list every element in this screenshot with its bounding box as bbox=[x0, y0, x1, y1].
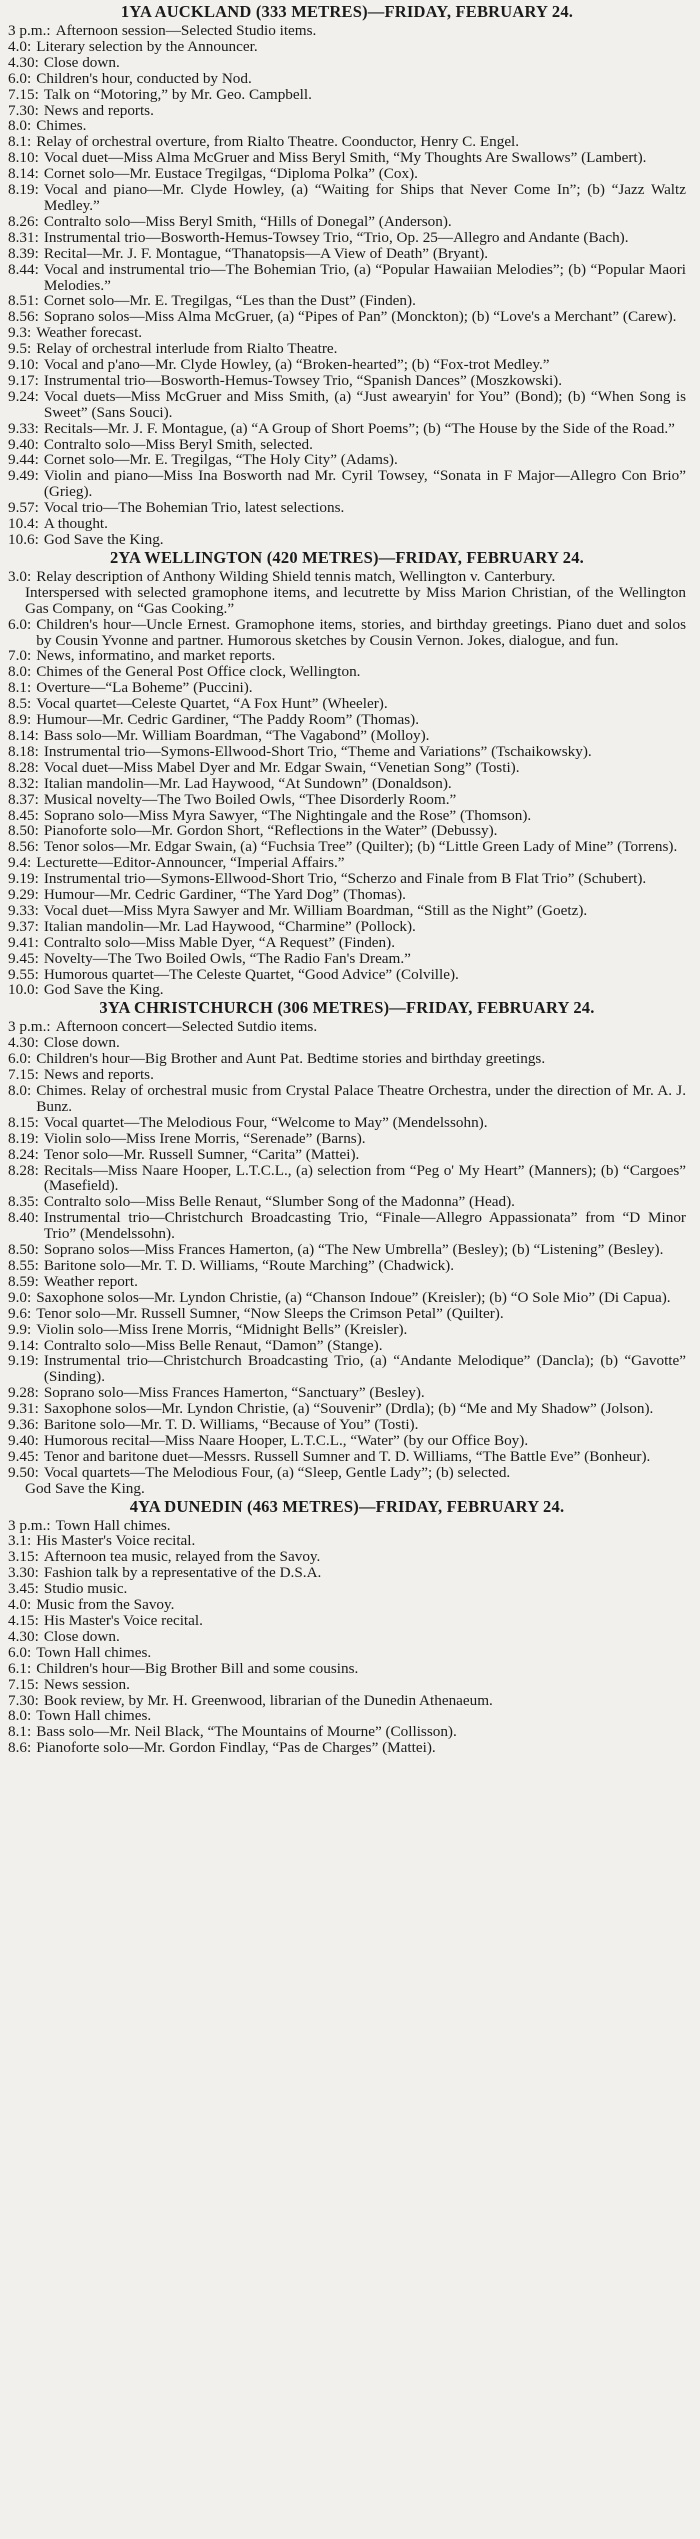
programme-item bbox=[8, 1449, 686, 1465]
programme-time: 8.59: bbox=[8, 1272, 39, 1290]
programme-time: 6.0: bbox=[8, 69, 32, 87]
programme-item bbox=[8, 1035, 686, 1051]
programme-time: 8.50: bbox=[8, 822, 39, 840]
station-heading: 1YA AUCKLAND (333 METRES)—FRIDAY, FEBRUARY 24. bbox=[120, 2, 574, 21]
programme-time: 9.29: bbox=[8, 886, 39, 904]
programme-time: 3.45: bbox=[8, 1580, 39, 1598]
programme-item bbox=[8, 808, 686, 824]
programme-description: News and reports. bbox=[43, 101, 154, 119]
programme-time: 10.0: bbox=[8, 981, 39, 999]
programme-time: 8.31: bbox=[8, 228, 39, 246]
programme-time: 8.0: bbox=[8, 117, 32, 135]
programme-description: Talk on “Motoring,” by Mr. Geo. Campbell. bbox=[43, 85, 312, 103]
programme-item bbox=[8, 680, 686, 696]
programme-description: Contralto solo—Miss Beryl Smith, selected. bbox=[43, 435, 313, 453]
programme-description: Afternoon tea music, relayed from the Savoy. bbox=[43, 1548, 321, 1566]
programme-description: Instrumental trio—Symons-Ellwood-Short Trio, “Scherzo and Finale from B Flat Trio” (Schubert). bbox=[43, 870, 647, 888]
programme-description: Soprano solo—Miss Frances Hamerton, “Sanctuary” (Besley). bbox=[43, 1384, 425, 1402]
programme-description: Studio music. bbox=[43, 1580, 128, 1598]
programme-time: 9.45: bbox=[8, 949, 39, 967]
programme-item bbox=[8, 373, 686, 389]
programme-item bbox=[8, 1693, 686, 1709]
programme-description: Children's hour—Uncle Ernest. Gramophone items, stories, and birthday greetings. Piano duet and solos by Cousin Yvonne and partner. Humorous sketches by Cousin Vernon. Jokes, dialogue, and fun. bbox=[36, 615, 686, 649]
programme-item bbox=[8, 935, 686, 951]
programme-description: News, informatino, and market reports. bbox=[36, 647, 276, 665]
programme-item bbox=[8, 982, 686, 998]
programme-item bbox=[8, 134, 686, 150]
programme-item bbox=[8, 150, 686, 166]
programme-item bbox=[8, 246, 686, 262]
programme-description: Recital—Mr. J. F. Montague, “Thanatopsis—A View of Death” (Bryant). bbox=[43, 244, 489, 262]
programme-item bbox=[8, 696, 686, 712]
programme-time: 8.10: bbox=[8, 149, 39, 167]
programme-item bbox=[8, 1338, 686, 1354]
programme-item bbox=[8, 1306, 686, 1322]
programme-time: 8.32: bbox=[8, 774, 39, 792]
programme-item bbox=[8, 855, 686, 871]
programme-time: 4.15: bbox=[8, 1612, 39, 1629]
programme-description: Children's hour, conducted by Nod. bbox=[36, 69, 252, 87]
programme-item bbox=[8, 951, 686, 967]
programme-description: Relay of orchestral interlude from Rialto Theatre. bbox=[36, 340, 338, 358]
programme-description: Violin and piano—Miss Ina Bosworth nad Mr. Cyril Towsey, “Sonata in F Major—Allegro Con Brio” (Grieg). bbox=[43, 467, 686, 501]
programme-time: 9.33: bbox=[8, 419, 39, 437]
programme-description: God Save the King. bbox=[43, 981, 164, 999]
programme-description: Afternoon concert—Selected Sutdio items. bbox=[55, 1018, 318, 1036]
programme-description: Contralto solo—Miss Mable Dyer, “A Request” (Finden). bbox=[43, 933, 395, 951]
programme-time: 9.0: bbox=[8, 1288, 32, 1306]
programme-item bbox=[8, 776, 686, 792]
programme-item bbox=[8, 1549, 686, 1565]
programme-time: 7.0: bbox=[8, 647, 32, 665]
programme-item bbox=[8, 293, 686, 309]
programme-time: 9.50: bbox=[8, 1463, 39, 1481]
station-section bbox=[8, 2, 686, 548]
programme-description: Recitals—Miss Naare Hooper, L.T.C.L., (a) selection from “Peg o' My Heart” (Manners); (b) “Cargoes” (Masefield). bbox=[43, 1161, 686, 1195]
programme-item bbox=[8, 648, 686, 664]
programme-time: 9.4: bbox=[8, 854, 32, 872]
programme-time: 9.36: bbox=[8, 1416, 39, 1434]
programme-time: 8.1: bbox=[8, 133, 32, 151]
station-heading: 2YA WELLINGTON (420 METRES)—FRIDAY, FEBRUARY 24. bbox=[109, 547, 584, 567]
programme-description: Novelty—The Two Boiled Owls, “The Radio Fan's Dream.” bbox=[43, 949, 411, 967]
programme-description: Music from the Savoy. bbox=[36, 1596, 175, 1614]
programme-time: 7.15: bbox=[8, 1675, 39, 1693]
programme-description: Children's hour—Big Brother and Aunt Pat. Bedtime stories and birthday greetings. bbox=[36, 1050, 546, 1068]
programme-item bbox=[8, 1353, 686, 1385]
programme-item bbox=[8, 1417, 686, 1433]
programme-time: 9.24: bbox=[8, 387, 39, 405]
programme-time: 8.51: bbox=[8, 292, 39, 310]
station-section bbox=[8, 1497, 686, 1757]
programme-description: Cornet solo—Mr. E. Tregilgas, “Les than the Dust” (Finden). bbox=[43, 292, 416, 310]
programme-time: 8.26: bbox=[8, 212, 39, 230]
programme-item bbox=[8, 309, 686, 325]
programme-description: Contralto solo—Miss Beryl Smith, “Hills of Donegal” (Anderson). bbox=[43, 212, 452, 230]
programme-time: 7.30: bbox=[8, 101, 39, 119]
programme-item bbox=[8, 1677, 686, 1693]
programme-time: 8.28: bbox=[8, 758, 39, 776]
programme-item bbox=[8, 166, 686, 182]
programme-time: 9.31: bbox=[8, 1400, 39, 1418]
programme-description: Vocal quartet—The Melodious Four, “Welcome to May” (Mendelssohn). bbox=[43, 1113, 488, 1131]
programme-description: Humour—Mr. Cedric Gardiner, “The Yard Dog” (Thomas). bbox=[43, 886, 406, 904]
programme-time: 8.1: bbox=[8, 679, 32, 697]
programme-description: Chimes. Relay of orchestral music from Crystal Palace Theatre Orchestra, under the direction of Mr. A. J. Bunz. bbox=[36, 1082, 686, 1115]
programme-item bbox=[8, 1131, 686, 1147]
programme-time: 8.55: bbox=[8, 1256, 39, 1274]
programme-description: Chimes of the General Post Office clock, Wellington. bbox=[36, 663, 361, 681]
programme-item bbox=[8, 357, 686, 373]
programme-description: Soprano solos—Miss Frances Hamerton, (a) “The New Umbrella” (Besley); (b) “Listening” (Besley). bbox=[43, 1241, 664, 1259]
programme-description: Town Hall chimes. bbox=[36, 1643, 152, 1661]
programme-description: Fashion talk by a representative of the D.S.A. bbox=[43, 1564, 322, 1582]
programme-description: Relay of orchestral overture, from Rialto Theatre. Coonductor, Henry C. Engel. bbox=[36, 133, 520, 151]
programme-item bbox=[8, 919, 686, 935]
programme-time: 8.28: bbox=[8, 1161, 39, 1179]
programme-item bbox=[8, 1290, 686, 1306]
programme-item bbox=[8, 1740, 686, 1756]
programme-time: 8.37: bbox=[8, 790, 39, 808]
programme-item bbox=[8, 1115, 686, 1131]
programme-time: 8.0: bbox=[8, 1082, 32, 1099]
station-heading: 4YA DUNEDIN (463 METRES)—FRIDAY, FEBRUARY 24. bbox=[129, 1496, 565, 1516]
programme-time: 9.40: bbox=[8, 435, 39, 453]
programme-time: 8.15: bbox=[8, 1113, 39, 1131]
programme-item bbox=[8, 23, 686, 39]
programme-time: 3.15: bbox=[8, 1548, 39, 1566]
programme-time: 10.4: bbox=[8, 515, 39, 533]
programme-item bbox=[8, 712, 686, 728]
programme-description: News and reports. bbox=[43, 1066, 154, 1084]
programme-item bbox=[8, 1147, 686, 1163]
programme-description: God Save the King. bbox=[43, 531, 164, 548]
programme-description: Weather report. bbox=[43, 1272, 138, 1290]
programme-description: Saxophone solos—Mr. Lyndon Christie, (a) “Souvenir” (Drdla); (b) “Me and My Shadow” (Jolson). bbox=[43, 1400, 654, 1418]
programme-description: News session. bbox=[43, 1675, 130, 1693]
programme-item bbox=[8, 1163, 686, 1195]
programme-description: Tenor and baritone duet—Messrs. Russell Sumner and T. D. Williams, “The Battle Eve” (Bonheur). bbox=[43, 1447, 651, 1465]
programme-item bbox=[8, 325, 686, 341]
programme-item bbox=[8, 1629, 686, 1645]
programme-item bbox=[8, 1019, 686, 1035]
programme-time: 8.6: bbox=[8, 1739, 32, 1757]
programme-description: Vocal and instrumental trio—The Bohemian Trio, (a) “Popular Hawaiian Melodies”; (b) “Popular Maori Melodies.” bbox=[43, 260, 686, 294]
programme-item bbox=[8, 1433, 686, 1449]
programme-description: Vocal and p'ano—Mr. Clyde Howley, (a) “Broken-hearted”; (b) “Fox-trot Medley.” bbox=[43, 356, 550, 374]
programme-description: Humorous recital—Miss Naare Hooper, L.T.C.L., “Water” (by our Office Boy). bbox=[43, 1431, 529, 1449]
programme-item bbox=[8, 1581, 686, 1597]
programme-description: Close down. bbox=[43, 1034, 120, 1052]
programme-item bbox=[8, 744, 686, 760]
programme-description: Interspersed with selected gramophone items, and lecutrette by Miss Marion Christian, of the Wellington Gas Company, on “Gas Cooking.” bbox=[25, 583, 686, 617]
programme-time: 8.5: bbox=[8, 695, 32, 713]
programme-description: Tenor solo—Mr. Russell Sumner, “Now Sleeps the Crimson Petal” (Quilter). bbox=[36, 1304, 504, 1322]
programme-time: 8.1: bbox=[8, 1723, 32, 1741]
programme-time: 6.1: bbox=[8, 1659, 32, 1677]
programme-description: Tenor solos—Mr. Edgar Swain, (a) “Fuchsia Tree” (Quilter); (b) “Little Green Lady of Mine” (Torrens). bbox=[43, 838, 678, 856]
programme-item bbox=[8, 468, 686, 500]
programme-item bbox=[8, 214, 686, 230]
programme-time: 4.30: bbox=[8, 53, 39, 71]
station-section bbox=[8, 548, 686, 998]
programme-description: Contralto solo—Miss Belle Renaut, “Damon” (Stange). bbox=[43, 1336, 383, 1354]
programme-item bbox=[8, 182, 686, 214]
programme-item bbox=[8, 903, 686, 919]
programme-description: God Save the King. bbox=[25, 1479, 145, 1497]
programme-description: Vocal duets—Miss McGruer and Miss Smith, (a) “Just awearyin' for You” (Bond); (b) “When Song is Sweet” (Sans Souci). bbox=[43, 387, 686, 421]
programme-time: 9.40: bbox=[8, 1431, 39, 1449]
programme-time: 8.50: bbox=[8, 1241, 39, 1259]
programme-description: Pianoforte solo—Mr. Gordon Short, “Reflections in the Water” (Debussy). bbox=[43, 822, 498, 840]
programme-item bbox=[8, 532, 686, 548]
programme-description: Humour—Mr. Cedric Gardiner, “The Paddy Room” (Thomas). bbox=[36, 711, 420, 729]
programme-time: 8.44: bbox=[8, 260, 39, 278]
programme-description: Instrumental trio—Bosworth-Hemus-Towsey Trio, “Spanish Dances” (Moszkowski). bbox=[43, 371, 563, 389]
programme-time: 8.0: bbox=[8, 1707, 32, 1725]
programme-time: 9.3: bbox=[8, 324, 32, 342]
programme-item bbox=[8, 1708, 686, 1724]
programme-description: Contralto solo—Miss Belle Renaut, “Slumber Song of the Madonna” (Head). bbox=[43, 1193, 515, 1211]
programme-item bbox=[8, 967, 686, 983]
programme-description: Italian mandolin—Mr. Lad Haywood, “Charmine” (Pollock). bbox=[43, 917, 416, 935]
programme-item bbox=[8, 341, 686, 357]
programme-time: 3 p.m.: bbox=[8, 22, 51, 39]
programme-item bbox=[8, 1385, 686, 1401]
programme-time: 9.19: bbox=[8, 1352, 39, 1370]
programme-description: Children's hour—Big Brother Bill and some cousins. bbox=[36, 1659, 359, 1677]
programme-description: Violin solo—Miss Irene Morris, “Midnight Bells” (Kreisler). bbox=[36, 1320, 408, 1338]
programme-time: 8.56: bbox=[8, 308, 39, 326]
programme-item bbox=[8, 839, 686, 855]
programme-description: Cornet solo—Mr. E. Tregilgas, “The Holy City” (Adams). bbox=[43, 451, 398, 469]
programme-item bbox=[8, 1613, 686, 1629]
programme-item bbox=[8, 664, 686, 680]
programme-description: Instrumental trio—Symons-Ellwood-Short Trio, “Theme and Variations” (Tschaikowsky). bbox=[43, 742, 592, 760]
programme-description: Violin solo—Miss Irene Morris, “Serenade” (Barns). bbox=[43, 1129, 366, 1147]
programme-time: 7.15: bbox=[8, 85, 39, 103]
programme-time: 8.14: bbox=[8, 726, 39, 744]
programme-item bbox=[8, 103, 686, 119]
programme-time: 9.5: bbox=[8, 340, 32, 358]
programme-item bbox=[8, 55, 686, 71]
programme-time: 8.40: bbox=[8, 1209, 39, 1227]
programme-item bbox=[8, 516, 686, 532]
programme-time: 8.18: bbox=[8, 742, 39, 760]
programme-time: 8.39: bbox=[8, 244, 39, 262]
programme-item bbox=[8, 1083, 686, 1115]
programme-description: Vocal quartets—The Melodious Four, (a) “Sleep, Gentle Lady”; (b) selected. bbox=[43, 1463, 511, 1481]
programme-item bbox=[8, 39, 686, 55]
programme-item bbox=[8, 1067, 686, 1083]
programme-time: 9.14: bbox=[8, 1336, 39, 1354]
station-heading: 3YA CHRISTCHURCH (306 METRES)—FRIDAY, FEBRUARY 24. bbox=[99, 998, 595, 1018]
programme-time: 9.9: bbox=[8, 1320, 32, 1338]
programme-time: 9.19: bbox=[8, 870, 39, 888]
programme-time: 9.33: bbox=[8, 901, 39, 919]
programme-item bbox=[8, 1518, 686, 1534]
programme-description: Instrumental trio—Christchurch Broadcasting Trio, (a) “Andante Melodique” (Dancla); (b) “Gavotte” (Sinding). bbox=[43, 1352, 686, 1386]
programme-item bbox=[8, 452, 686, 468]
programme-time: 8.56: bbox=[8, 838, 39, 856]
programme-item bbox=[8, 1465, 686, 1481]
programme-item bbox=[8, 1051, 686, 1067]
programme-description: Vocal trio—The Bohemian Trio, latest selections. bbox=[43, 499, 345, 517]
programme-time: 9.17: bbox=[8, 371, 39, 389]
programme-time: 10.6: bbox=[8, 531, 39, 548]
programme-time: 4.30: bbox=[8, 1034, 39, 1052]
programme-description: Town Hall chimes. bbox=[36, 1707, 152, 1725]
programme-item bbox=[8, 500, 686, 516]
programme-description: Saxophone solos—Mr. Lyndon Christie, (a) “Chanson Indoue” (Kreisler); (b) “O Sole Mio” (Di Capua). bbox=[36, 1288, 671, 1306]
programme-item bbox=[8, 1242, 686, 1258]
programme-time: 4.0: bbox=[8, 37, 32, 55]
programme-description: Bass solo—Mr. William Boardman, “The Vagabond” (Molloy). bbox=[43, 726, 430, 744]
programme-item bbox=[8, 1565, 686, 1581]
programme-description: Cornet solo—Mr. Eustace Tregilgas, “Diploma Polka” (Cox). bbox=[43, 165, 418, 183]
programme-description: Instrumental trio—Bosworth-Hemus-Towsey Trio, “Trio, Op. 25—Allegro and Andante (Bach). bbox=[43, 228, 629, 246]
programme-time: 8.19: bbox=[8, 181, 39, 199]
programme-description: Humorous quartet—The Celeste Quartet, “Good Advice” (Colville). bbox=[43, 965, 459, 983]
programme-item bbox=[8, 1724, 686, 1740]
programme-item bbox=[8, 569, 686, 585]
programme-item bbox=[8, 728, 686, 744]
programme-time: 9.57: bbox=[8, 499, 39, 517]
programme-time: 9.41: bbox=[8, 933, 39, 951]
programme-item bbox=[8, 887, 686, 903]
programme-time: 8.9: bbox=[8, 711, 32, 729]
programme-time: 3.30: bbox=[8, 1564, 39, 1582]
programme-time: 6.0: bbox=[8, 1643, 32, 1661]
programme-description: Chimes. bbox=[36, 117, 87, 135]
programme-time: 6.0: bbox=[8, 615, 32, 633]
programme-description: Literary selection by the Announcer. bbox=[36, 37, 258, 55]
programme-item bbox=[8, 230, 686, 246]
programme-time: 8.45: bbox=[8, 806, 39, 824]
programme-time: 9.6: bbox=[8, 1304, 32, 1322]
programme-item bbox=[8, 421, 686, 437]
programme-description: Soprano solo—Miss Myra Sawyer, “The Nightingale and the Rose” (Thomson). bbox=[43, 806, 532, 824]
programme-description: Lecturette—Editor-Announcer, “Imperial Affairs.” bbox=[36, 854, 345, 872]
programme-description: Italian mandolin—Mr. Lad Haywood, “At Sundown” (Donaldson). bbox=[43, 774, 452, 792]
programme-description: Vocal duet—Miss Mabel Dyer and Mr. Edgar Swain, “Venetian Song” (Tosti). bbox=[43, 758, 520, 776]
programme-description: Town Hall chimes. bbox=[55, 1516, 171, 1534]
programme-item bbox=[8, 1481, 686, 1497]
station-section bbox=[8, 998, 686, 1496]
programme-time: 8.14: bbox=[8, 165, 39, 183]
programme-time: 9.10: bbox=[8, 356, 39, 374]
programme-item bbox=[8, 617, 686, 649]
programme-item bbox=[8, 71, 686, 87]
programme-time: 9.49: bbox=[8, 467, 39, 485]
programme-item bbox=[8, 1210, 686, 1242]
programme-time: 4.0: bbox=[8, 1596, 32, 1614]
programme-item bbox=[8, 1597, 686, 1613]
programme-description: Baritone solo—Mr. T. D. Williams, “Because of You” (Tosti). bbox=[43, 1416, 419, 1434]
programme-description: Close down. bbox=[43, 53, 120, 71]
programme-time: 6.0: bbox=[8, 1050, 32, 1068]
programme-item bbox=[8, 585, 686, 617]
programme-item bbox=[8, 1274, 686, 1290]
programme-item bbox=[8, 1661, 686, 1677]
programme-item bbox=[8, 437, 686, 453]
programme-description: His Master's Voice recital. bbox=[43, 1612, 203, 1629]
programme-time: 8.24: bbox=[8, 1145, 39, 1163]
programme-time: 9.45: bbox=[8, 1447, 39, 1465]
programme-time: 7.30: bbox=[8, 1691, 39, 1709]
programme-time: 9.28: bbox=[8, 1384, 39, 1402]
programme-time: 9.37: bbox=[8, 917, 39, 935]
programme-description: Relay description of Anthony Wilding Shield tennis match, Wellington v. Canterbury. bbox=[36, 567, 556, 585]
programme-item bbox=[8, 871, 686, 887]
programme-description: Close down. bbox=[43, 1627, 120, 1645]
programme-item bbox=[8, 823, 686, 839]
programme-item bbox=[8, 1645, 686, 1661]
programme-time: 7.15: bbox=[8, 1066, 39, 1084]
programme-description: A thought. bbox=[43, 515, 108, 533]
programme-time: 9.55: bbox=[8, 965, 39, 983]
programme-time: 8.19: bbox=[8, 1129, 39, 1147]
programme-item bbox=[8, 1533, 686, 1549]
programme-item bbox=[8, 262, 686, 294]
programme-item bbox=[8, 1401, 686, 1417]
programme-description: Book review, by Mr. H. Greenwood, librarian of the Dunedin Athenaeum. bbox=[43, 1691, 493, 1709]
programme-description: Vocal quartet—Celeste Quartet, “A Fox Hunt” (Wheeler). bbox=[36, 695, 388, 713]
programme-time: 9.44: bbox=[8, 451, 39, 469]
programme-description: Bass solo—Mr. Neil Black, “The Mountains of Mourne” (Collisson). bbox=[36, 1723, 457, 1741]
programme-item bbox=[8, 118, 686, 134]
programme-description: Instrumental trio—Christchurch Broadcasting Trio, “Finale—Allegro Appassionata” from “D Minor Trio” (Mendelssohn). bbox=[43, 1209, 686, 1243]
programme-time: 3.0: bbox=[8, 567, 32, 585]
programme-description: Overture—“La Boheme” (Puccini). bbox=[36, 679, 253, 697]
programme-time: 3.1: bbox=[8, 1532, 32, 1550]
programme-description: Vocal duet—Miss Myra Sawyer and Mr. William Boardman, “Still as the Night” (Goetz). bbox=[43, 901, 588, 919]
programme-item bbox=[8, 87, 686, 103]
programme-description: Weather forecast. bbox=[36, 324, 143, 342]
programme-description: Pianoforte solo—Mr. Gordon Findlay, “Pas de Charges” (Mattei). bbox=[36, 1739, 436, 1757]
programme-item bbox=[8, 1258, 686, 1274]
programme-time: 4.30: bbox=[8, 1627, 39, 1645]
programme-description: Vocal duet—Miss Alma McGruer and Miss Beryl Smith, “My Thoughts Are Swallows” (Lambert). bbox=[43, 149, 647, 167]
programme-description: Vocal and piano—Mr. Clyde Howley, (a) “Waiting for Ships that Never Come In”; (b) “Jazz Waltz Medley.” bbox=[43, 181, 686, 214]
programme-description: Musical novelty—The Two Boiled Owls, “Thee Disorderly Room.” bbox=[43, 790, 457, 808]
programme-item bbox=[8, 1194, 686, 1210]
programme-time: 8.0: bbox=[8, 663, 32, 681]
programme-time: 3 p.m.: bbox=[8, 1018, 51, 1036]
programme-description: Soprano solos—Miss Alma McGruer, (a) “Pipes of Pan” (Monckton); (b) “Love's a Merchant” (Carew). bbox=[43, 308, 677, 326]
programme-item bbox=[8, 389, 686, 421]
programme-item bbox=[8, 1322, 686, 1338]
programme-description: His Master's Voice recital. bbox=[36, 1532, 196, 1550]
programme-item bbox=[8, 792, 686, 808]
programme-description: Recitals—Mr. J. F. Montague, (a) “A Group of Short Poems”; (b) “The House by the Side of the Road.” bbox=[43, 419, 675, 437]
programme-description: Tenor solo—Mr. Russell Sumner, “Carita” (Mattei). bbox=[43, 1145, 360, 1163]
programme-description: Afternoon session—Selected Studio items. bbox=[55, 22, 317, 39]
programme-description: Baritone solo—Mr. T. D. Williams, “Route Marching” (Chadwick). bbox=[43, 1256, 455, 1274]
programme-item bbox=[8, 760, 686, 776]
programme-time: 8.35: bbox=[8, 1193, 39, 1211]
programme-time: 3 p.m.: bbox=[8, 1516, 51, 1534]
